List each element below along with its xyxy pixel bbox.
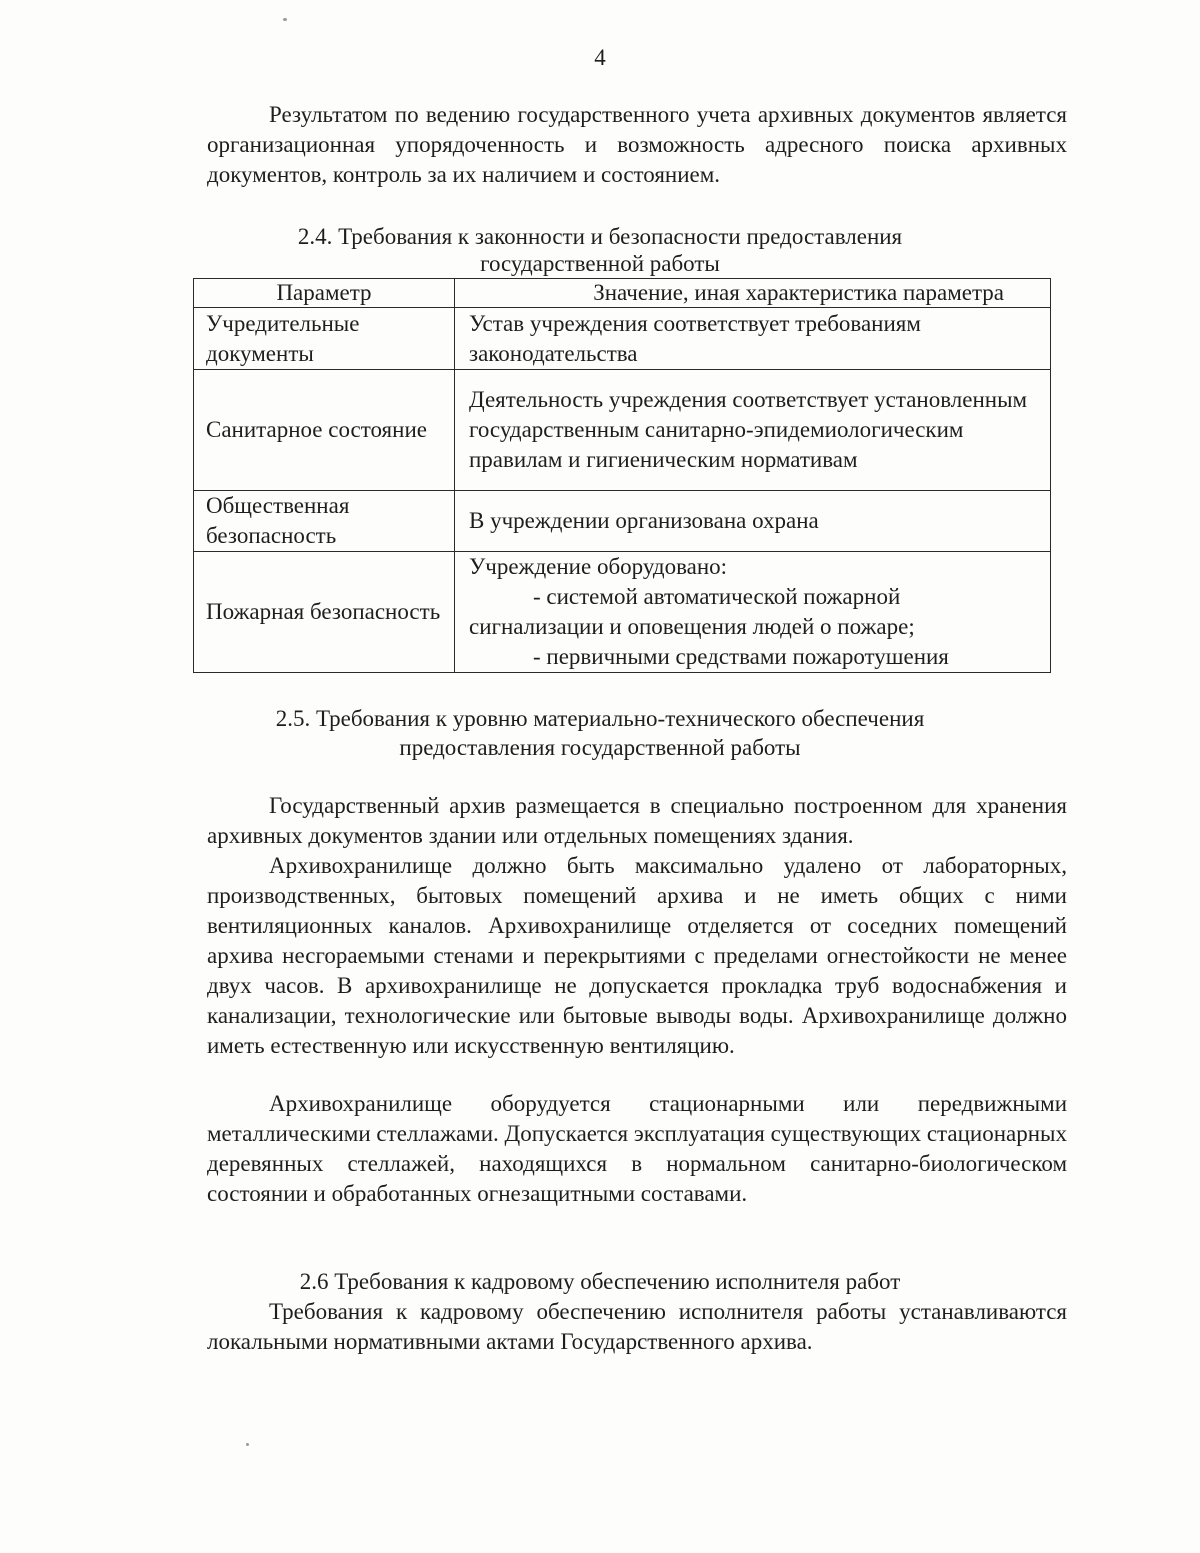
requirements-table (193, 278, 1051, 673)
header-param: Параметр (194, 279, 455, 308)
header-value: Значение, иная характеристика параметра (455, 279, 1051, 308)
row-value-item: - системой автоматической пожарной сигнализации и оповещения людей о пожаре; (469, 584, 915, 639)
table-row (194, 370, 1051, 491)
section-2-5-paragraph: Архивохранилище должно быть максимально удалено от лабораторных, производственных, бытовых помещений архива и не иметь общих с ними вентиляционных каналов. Архивохранилище отделяется от соседних помещений архива несгораемыми стенами и перекрытиями с пределами огнестойкости не менее двух часов. В архивохранилище не допускается прокладка труб водоснабжения и канализации, технологические или бытовые выводы воды. Архивохранилище должно иметь естественную или искусственную вентиляцию. (207, 853, 1067, 1058)
table-row (194, 491, 1051, 552)
row-value (455, 552, 1051, 673)
section-2-5-title-line2: предоставления государственной работы (399, 735, 801, 760)
section-2-4-title-line1: 2.4. Требования к законности и безопасности предоставления (297, 224, 903, 249)
section-2-5-title-line1: 2.5. Требования к уровню материально-технического обеспечения (275, 706, 925, 731)
row-value: В учреждении организована охрана (455, 491, 1051, 552)
section-2-6-title: 2.6 Требования к кадровому обеспечению исполнителя работ (299, 1269, 901, 1294)
table-row (194, 552, 1051, 673)
scan-speck (246, 1443, 249, 1446)
row-value-intro: Учреждение оборудовано: (469, 554, 728, 579)
row-value: Деятельность учреждения соответствует установленным государственным санитарно-эпидемиологическим правилам и гигиеническим нормативам (455, 370, 1051, 491)
row-value: Устав учреждения соответствует требованиям законодательства (455, 308, 1051, 370)
row-param: Учредительные документы (194, 308, 455, 370)
intro-paragraph: Результатом по ведению государственного учета архивных документов является организационная упорядоченность и возможность адресного поиска архивных документов, контроль за их наличием и состоянием. (207, 102, 1067, 187)
table-header-row (194, 279, 1051, 308)
section-2-5-paragraph: Государственный архив размещается в специально построенном для хранения архивных документов здании или отдельных помещениях здания. (207, 793, 1067, 848)
row-param: Пожарная безопасность (194, 552, 455, 673)
section-2-6-paragraph: Требования к кадровому обеспечению исполнителя работы устанавливаются локальными нормативными актами Государственного архива. (207, 1299, 1067, 1354)
row-param: Общественная безопасность (194, 491, 455, 552)
section-2-5-title (0, 704, 1200, 762)
section-2-4-title (0, 222, 1200, 277)
section-2-5-paragraph: Архивохранилище оборудуется стационарными или передвижными металлическими стеллажами. Допускается эксплуатация существующих стационарных деревянных стеллажей, находящихся в нормальном санитарно-биологическом состоянии и обработанных огнезащитными составами. (207, 1091, 1067, 1206)
row-value-item: - первичными средствами пожаротушения (533, 644, 949, 669)
table-row (194, 308, 1051, 370)
section-2-4-title-line2: государственной работы (480, 251, 720, 276)
scan-speck (283, 18, 287, 21)
row-param: Санитарное состояние (194, 370, 455, 491)
page-number: 4 (594, 45, 606, 70)
